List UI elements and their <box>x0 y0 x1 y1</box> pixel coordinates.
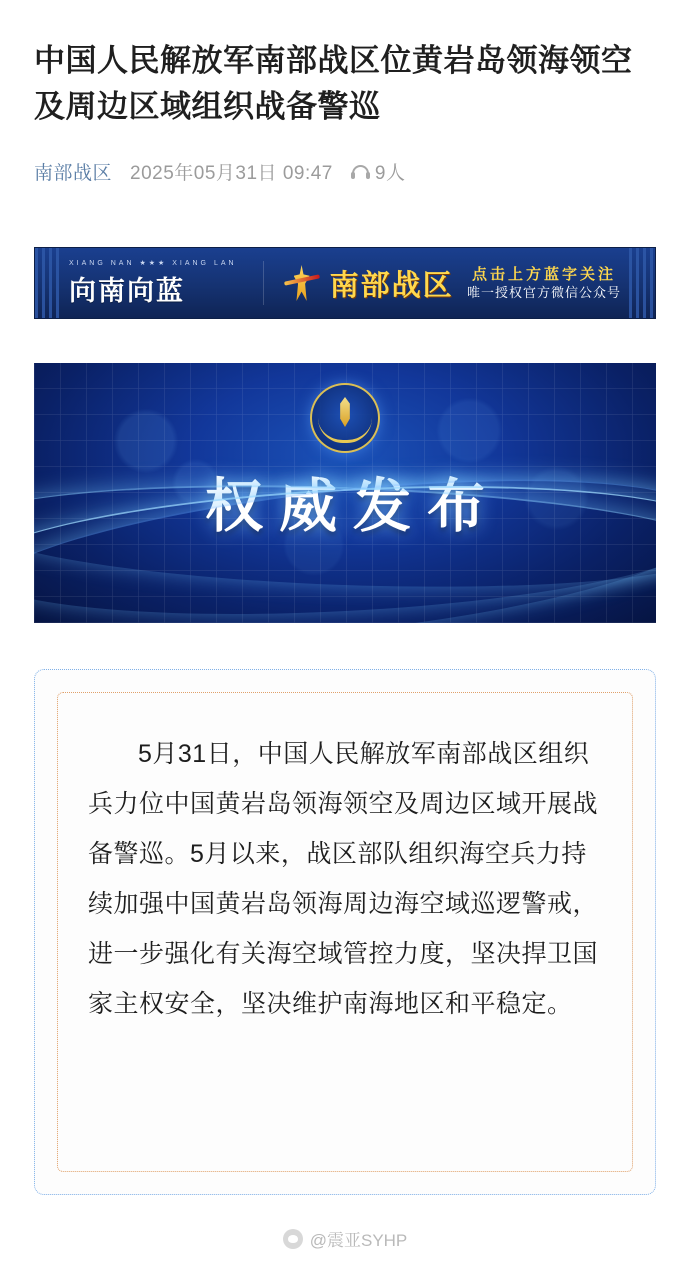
banner-account-name: 南部战区 <box>329 267 454 302</box>
article-source-link[interactable]: 南部战区 <box>34 163 113 184</box>
banner-follow-line1: 点击上方蓝字关注 <box>471 265 616 284</box>
article-paragraph: 5月31日，中国人民解放军南部战区组织兵力位中国黄岩岛领海领空及周边区域开展战备警巡。5月以来，战区部队组织海空兵力持续加强中国黄岩岛领海周边海空域巡逻警戒，进一步强化有关海空域管控力度，坚决捍卫国家主权安全，坚决维护南海地区和平稳定。 <box>88 740 599 1018</box>
authoritative-release-image <box>34 363 656 623</box>
banner-follow-line2: 唯一授权官方微信公众号 <box>466 285 621 301</box>
article-body-box <box>34 669 656 1195</box>
military-emblem-icon <box>282 262 322 304</box>
banner-divider <box>263 261 264 305</box>
watermark-label: @震亚SYHP <box>309 1231 408 1250</box>
banner-slogan-text: 向南向蓝 <box>69 275 185 307</box>
article-date: 2025年05月31日 09:47 <box>130 163 333 184</box>
banner-slogan-group <box>69 259 237 308</box>
banner-main-title: 权威发布 <box>204 472 501 540</box>
article-body-inner-frame <box>57 692 633 1172</box>
listen-count-label: 9人 <box>374 163 406 184</box>
banner-stripes-left-decoration <box>35 248 61 318</box>
headphone-icon <box>351 164 370 180</box>
wechat-promo-banner <box>34 247 656 319</box>
weibo-icon <box>283 1229 303 1249</box>
shield-emblem-icon <box>310 383 380 453</box>
article-meta <box>34 158 656 185</box>
banner-slogan-pinyin: XIANG NAN ★★★ XIANG LAN <box>69 259 237 267</box>
watermark <box>0 1226 690 1251</box>
banner-follow-note <box>467 264 621 302</box>
page-title: 中国人民解放军南部战区位黄岩岛领海领空及周边区域组织战备警巡 <box>34 43 633 124</box>
listen-count-group[interactable] <box>351 158 406 185</box>
banner-stripes-right-decoration <box>629 248 655 318</box>
